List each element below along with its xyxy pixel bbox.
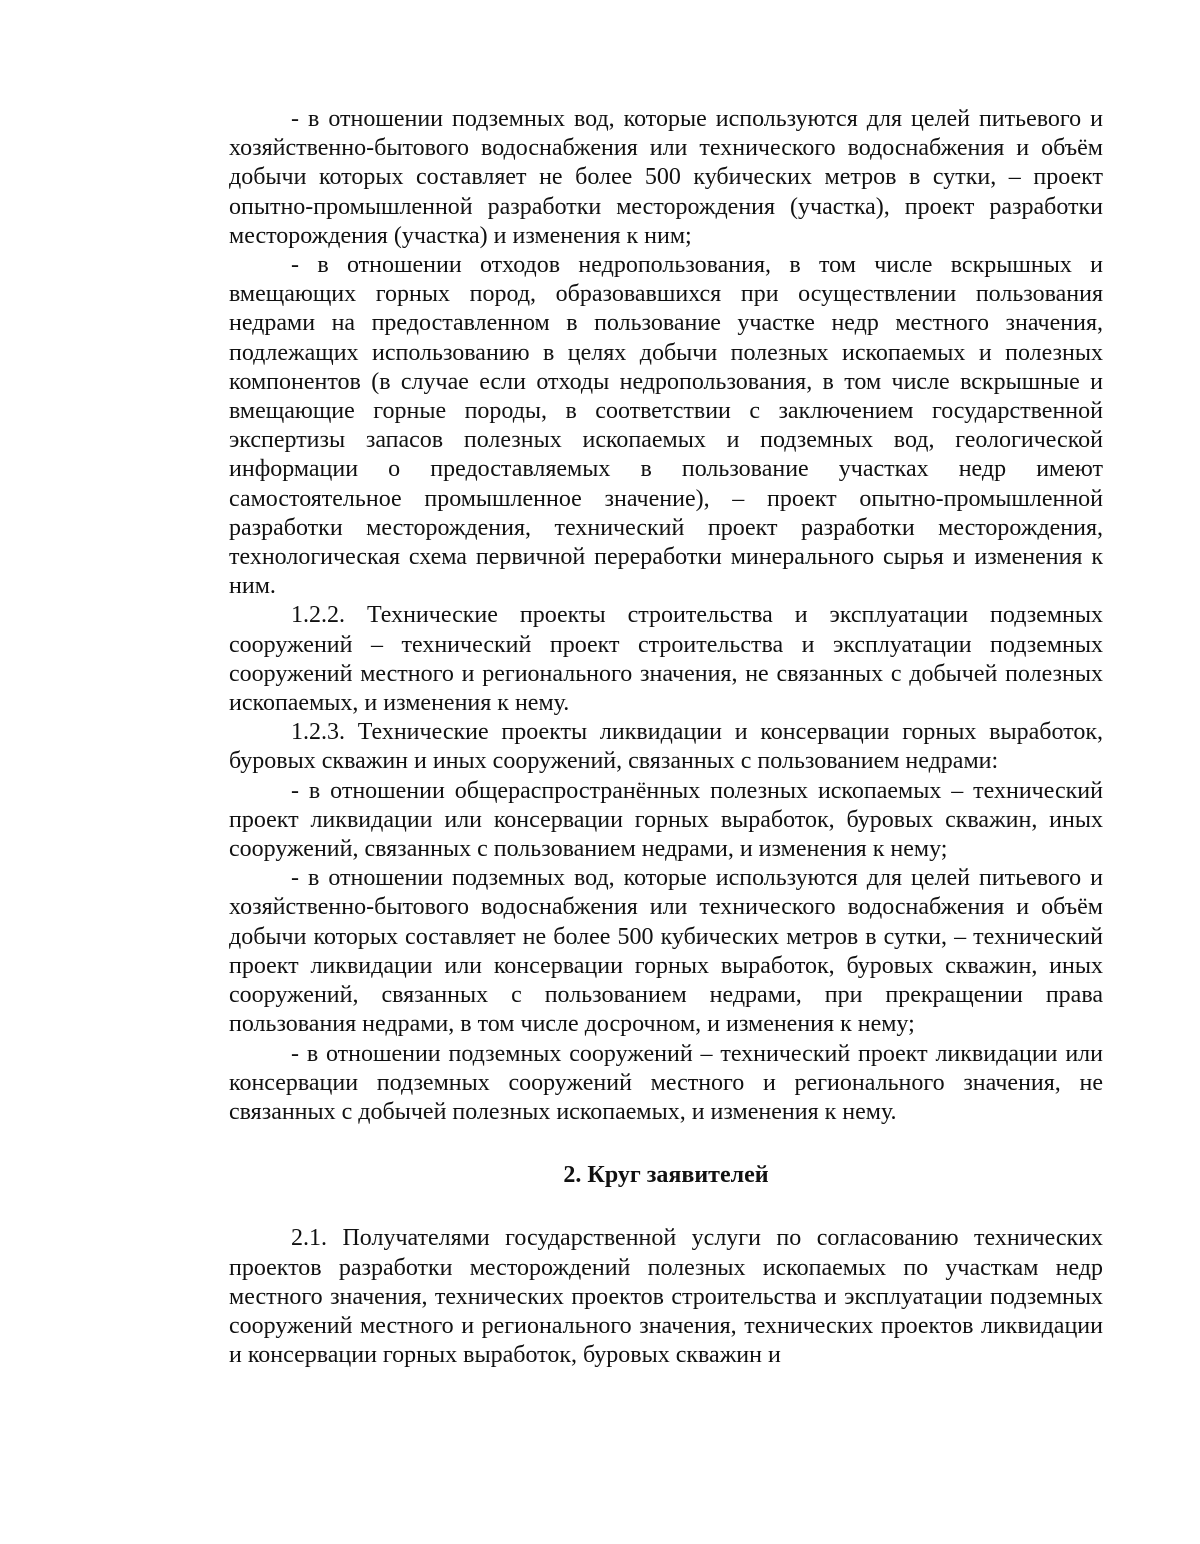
paragraph-1-2-3: 1.2.3. Технические проекты ликвидации и консервации горных выработок, буровых скважин и иных сооружений, связанных с пользованием недрами:	[229, 719, 1103, 775]
paragraph-groundwater-liquidation: - в отношении подземных вод, которые используются для целей питьевого и хозяйственно-бытового водоснабжения или технического водоснабжения и объём добычи которых составляет не более 500 кубических метров в сутки, – технический проект ликвидации или консервации горных выработок, буровых скважин, иных сооружений, связанных с пользованием недрами, при прекращении права пользования недрами, в том числе досрочном, и изменения к нему;	[229, 865, 1103, 1038]
paragraph-groundwater-development: - в отношении подземных вод, которые используются для целей питьевого и хозяйственно-бытового водоснабжения или технического водоснабжения и объём добычи которых составляет не более 500 кубических метров в сутки, – проект опытно-промышленной разработки месторождения (участка), проект разработки месторождения (участка) и изменения к ним;	[229, 106, 1103, 249]
paragraph-common-minerals: - в отношении общераспространённых полезных ископаемых – технический проект ликвидации или консервации горных выработок, буровых скважин, иных сооружений, связанных с пользованием недрами, и изменения к нему;	[229, 777, 1103, 863]
paragraph-1-2-2: 1.2.2. Технические проекты строительства и эксплуатации подземных сооружений – технический проект строительства и эксплуатации подземных сооружений местного и регионального значения, не связанных с добычей полезных ископаемых, и изменения к нему.	[229, 602, 1103, 717]
section-heading: 2. Круг заявителей	[563, 1162, 769, 1189]
paragraph-2-1: 2.1. Получателями государственной услуги по согласованию технических проектов разработки месторождений полезных ископаемых по участкам недр местного значения, технических проектов строительства и эксплуатации подземных сооружений местного и регионального значения, технических проектов ликвидации и консервации горных выработок, буровых скважин и	[229, 1225, 1103, 1369]
document-page	[229, 105, 1103, 1370]
paragraph-subsoil-waste: - в отношении отходов недропользования, в том числе вскрышных и вмещающих горных пород, образовавшихся при осуществлении пользования недрами на предоставленном в пользование участке недр местного значения, подлежащих использованию в целях добычи полезных ископаемых и полезных компонентов (в случае если отходы недропользования, в том числе вскрышные и вмещающие горные породы, в соответствии с заключением государственной экспертизы запасов полезных ископаемых и подземных вод, геологической информации о предоставляемых в пользование участках недр имеют самостоятельное промышленное значение), – проект опытно-промышленной разработки месторождения, технический проект разработки месторождения, технологическая схема первичной переработки минерального сырья и изменения к ним.	[229, 252, 1103, 600]
paragraph-underground-structures: - в отношении подземных сооружений – технический проект ликвидации или консервации подземных сооружений местного и регионального значения, не связанных с добычей полезных ископаемых, и изменения к нему.	[229, 1040, 1103, 1125]
